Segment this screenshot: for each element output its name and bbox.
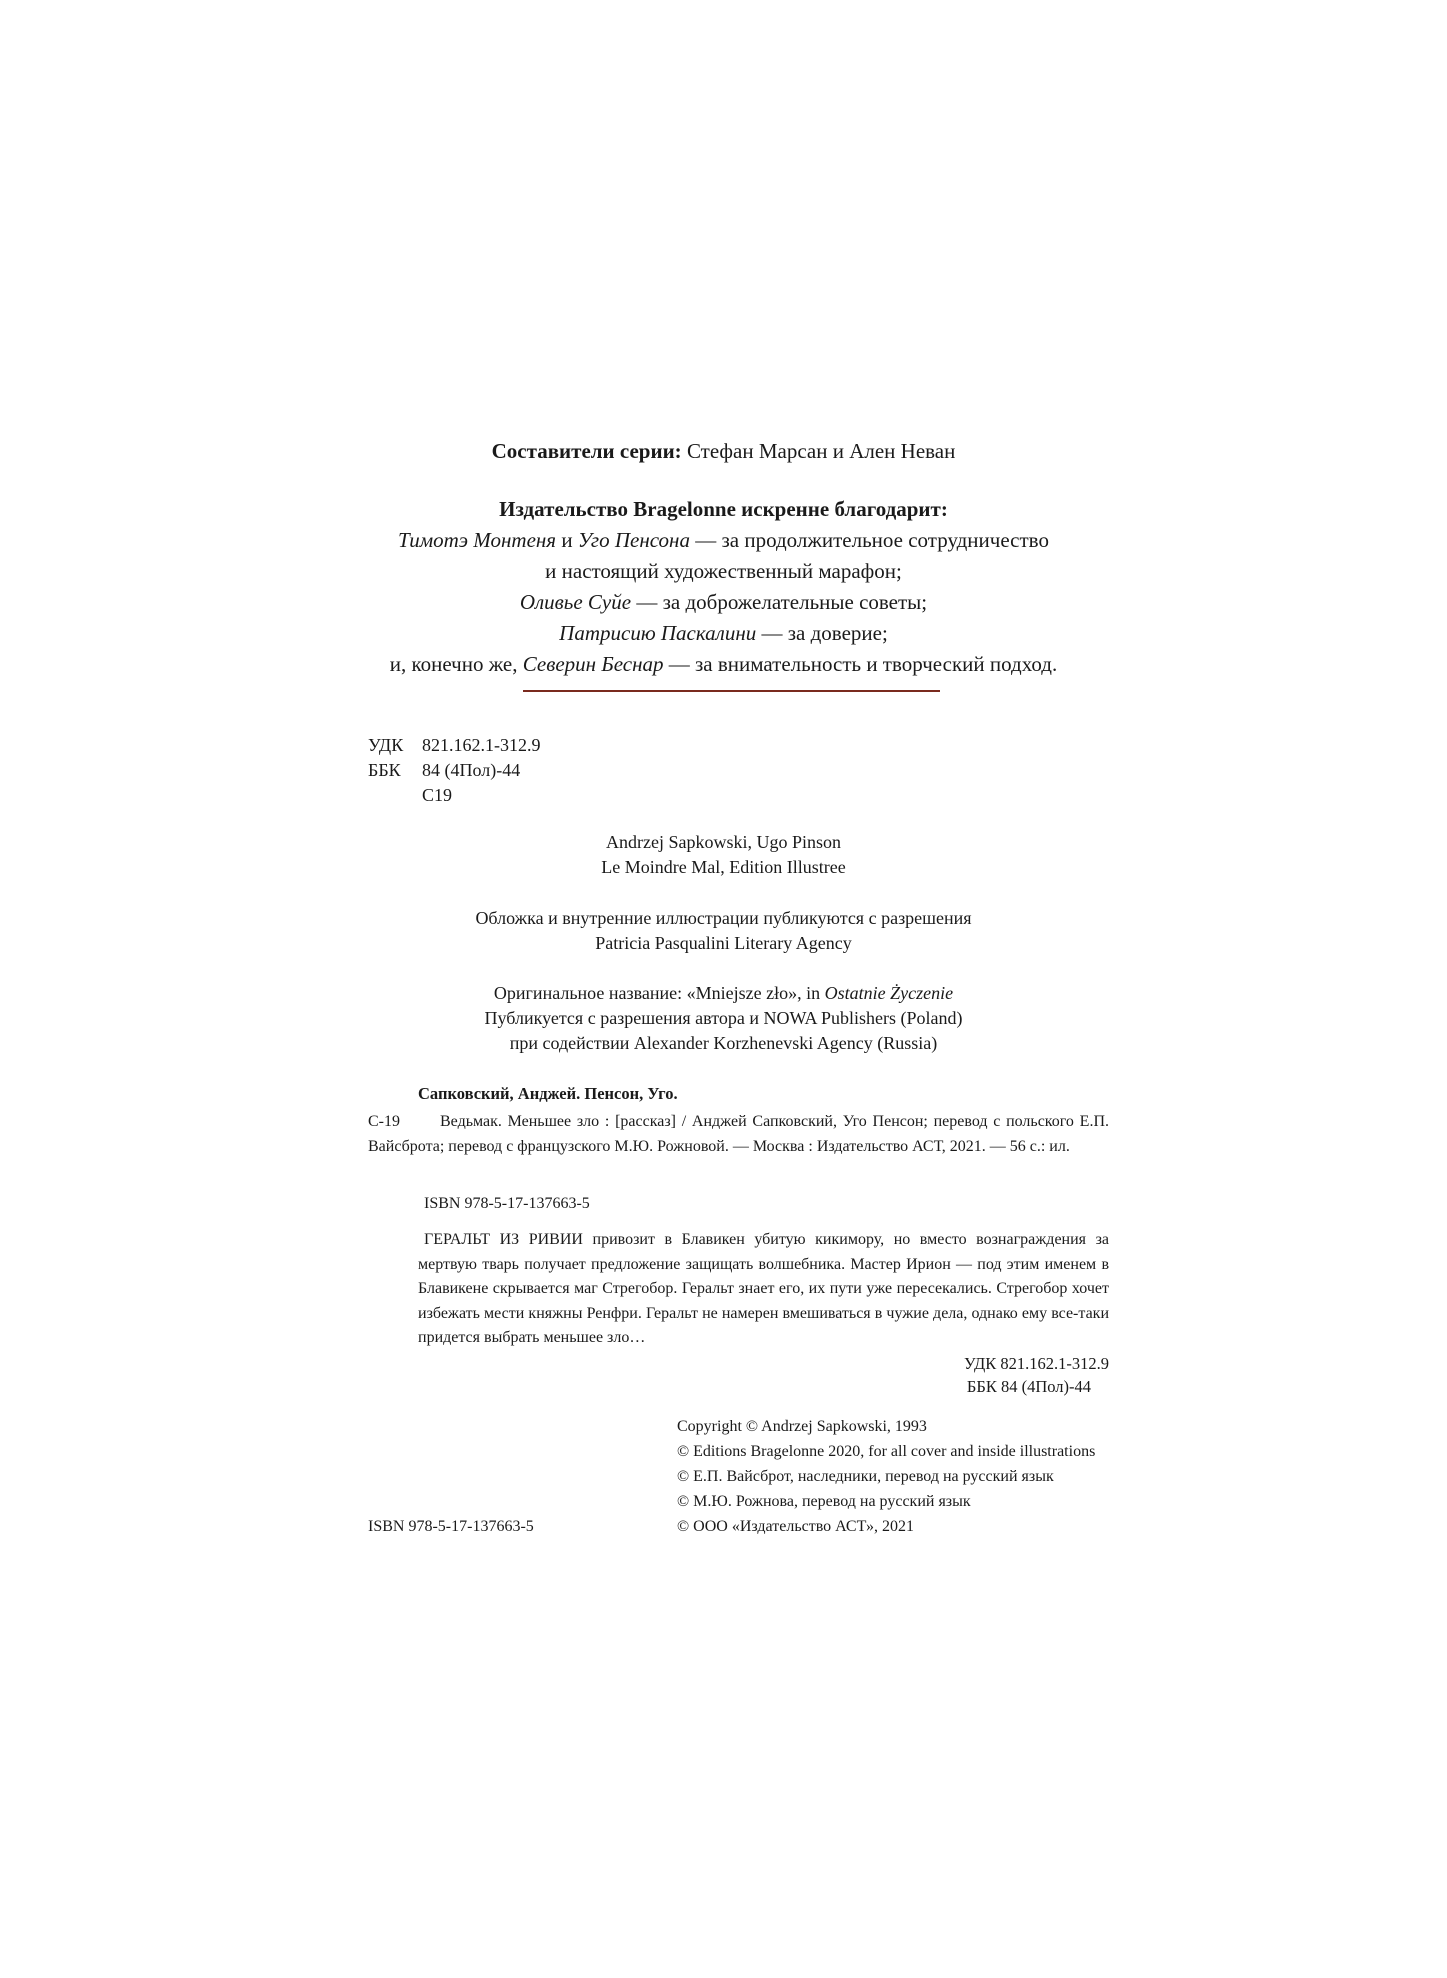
udk-value: 821.162.1-312.9 [422, 735, 541, 755]
series-value: Стефан Марсан и Ален Неван [681, 439, 956, 463]
original-book-title: Ostatnie Życzenie [824, 983, 954, 1003]
illustration-permission [0, 906, 1447, 956]
acknowledgements-line-1 [0, 525, 1447, 556]
thanks-line-4-rest: — за доверие; [756, 621, 888, 645]
copyright-line-5: © ООО «Издательство АСТ», 2021 [677, 1518, 914, 1535]
bbk-key: ББК [368, 760, 401, 780]
isbn-footer: ISBN 978-5-17-137663-5 [368, 1518, 534, 1535]
thanks-name-montenya: Тимотэ Монтеня [398, 528, 557, 552]
original-edition-title: Le Moindre Mal, Edition Illustree [601, 857, 846, 877]
literary-agency: Patricia Pasqualini Literary Agency [595, 933, 852, 953]
original-title-block [0, 981, 1447, 1056]
bbk-value: 84 (4Пол)-44 [422, 760, 521, 780]
bibliographic-bbk: ББК 84 (4Пол)-44 [966, 1377, 1091, 1396]
thanks-name-pasqualini: Патрисию Паскалини [559, 621, 757, 645]
bbk-row [368, 758, 541, 783]
original-title-pre: Оригинальное название: «Mniejsze zło», in [493, 983, 825, 1003]
publish-permission-note: Публикуется с разрешения автора и NOWA Publishers (Poland) [484, 1008, 963, 1028]
copyright-line-4: © М.Ю. Рожнова, перевод на русский язык [677, 1493, 971, 1510]
copyright-line-1: Copyright © Andrzej Sapkowski, 1993 [677, 1418, 927, 1435]
thanks-line-1-rest: — за продолжительное сотрудничество [689, 528, 1049, 552]
original-authors: Andrzej Sapkowski, Ugo Pinson [606, 832, 841, 852]
udk-row [368, 733, 541, 758]
thanks-conjunction: и [556, 528, 578, 552]
series-label: Составители серии: [491, 439, 682, 463]
series-compilers [0, 436, 1447, 466]
acknowledgements [0, 494, 1447, 680]
bibliographic-udk: УДК 821.162.1-312.9 [963, 1354, 1109, 1373]
thanks-line-5-rest: — за внимательность и творческий подход. [663, 652, 1058, 676]
section-divider [523, 690, 940, 692]
bibliographic-index [368, 1352, 1109, 1398]
udk-key: УДК [368, 735, 404, 755]
book-abstract: ГЕРАЛЬТ ИЗ РИВИИ привозит в Блавикен убитую кикимору, но вместо вознаграждения за мертвую тварь получает предложение защищать волшебника. Мастер Ирион — под этим именем в Блавикене скрывается маг Стрегобор. Геральт знает его, их пути уже пересекались. Стрегобор хочет избежать мести княжны Ренфри. Геральт не намерен вмешиваться в чужие дела, однако ему все-таки придется выбрать меньшее зло… [418, 1231, 1109, 1346]
author-sign-row [368, 783, 541, 808]
classification-codes [368, 733, 541, 808]
acknowledgements-heading [0, 494, 1447, 525]
thanks-name-pinson: Уго Пенсона [577, 528, 690, 552]
cover-permission-note: Обложка и внутренние иллюстрации публикуются с разрешения [475, 908, 972, 928]
thanks-line-5-pre: и, конечно же, [389, 652, 523, 676]
acknowledgements-heading-text: Издательство Bragelonne искренне благодарит: [499, 497, 948, 521]
acknowledgements-line-2: и настоящий художественный марафон; [545, 559, 902, 583]
original-credits [0, 830, 1447, 880]
copyright-line-2: © Editions Bragelonne 2020, for all cover and inside illustrations [677, 1443, 1096, 1460]
acknowledgements-line-5 [0, 649, 1447, 680]
agency-assist-note: при содействии Alexander Korzhenevski Agency (Russia) [509, 1033, 938, 1053]
original-title-line [0, 981, 1447, 1006]
thanks-name-besnard: Северин Беснар [522, 652, 664, 676]
copyright-line-3: © Е.П. Вайсброт, наследники, перевод на русский язык [677, 1468, 1054, 1485]
bibliographic-isbn: ISBN 978-5-17-137663-5 [424, 1195, 590, 1212]
acknowledgements-line-4 [0, 618, 1447, 649]
copyright-notices [677, 1414, 1095, 1539]
thanks-line-3-rest: — за доброжелательные советы; [631, 590, 928, 614]
thanks-name-souillet: Оливье Суйе [519, 590, 632, 614]
bibliographic-heading: Сапковский, Анджей. Пенсон, Уго. [418, 1084, 678, 1103]
author-sign-value: С19 [422, 785, 453, 805]
bibliographic-description: Ведьмак. Меньшее зло : [рассказ] / Анджей Сапковский, Уго Пенсон; перевод с польского Е.П. Вайсброта; перевод с французского М.Ю. Рожновой. — Москва : Издательство АСТ, 2021. — 56 с.: ил. [368, 1113, 1109, 1155]
acknowledgements-line-3 [0, 587, 1447, 618]
bibliographic-code: С-19 [368, 1113, 400, 1130]
